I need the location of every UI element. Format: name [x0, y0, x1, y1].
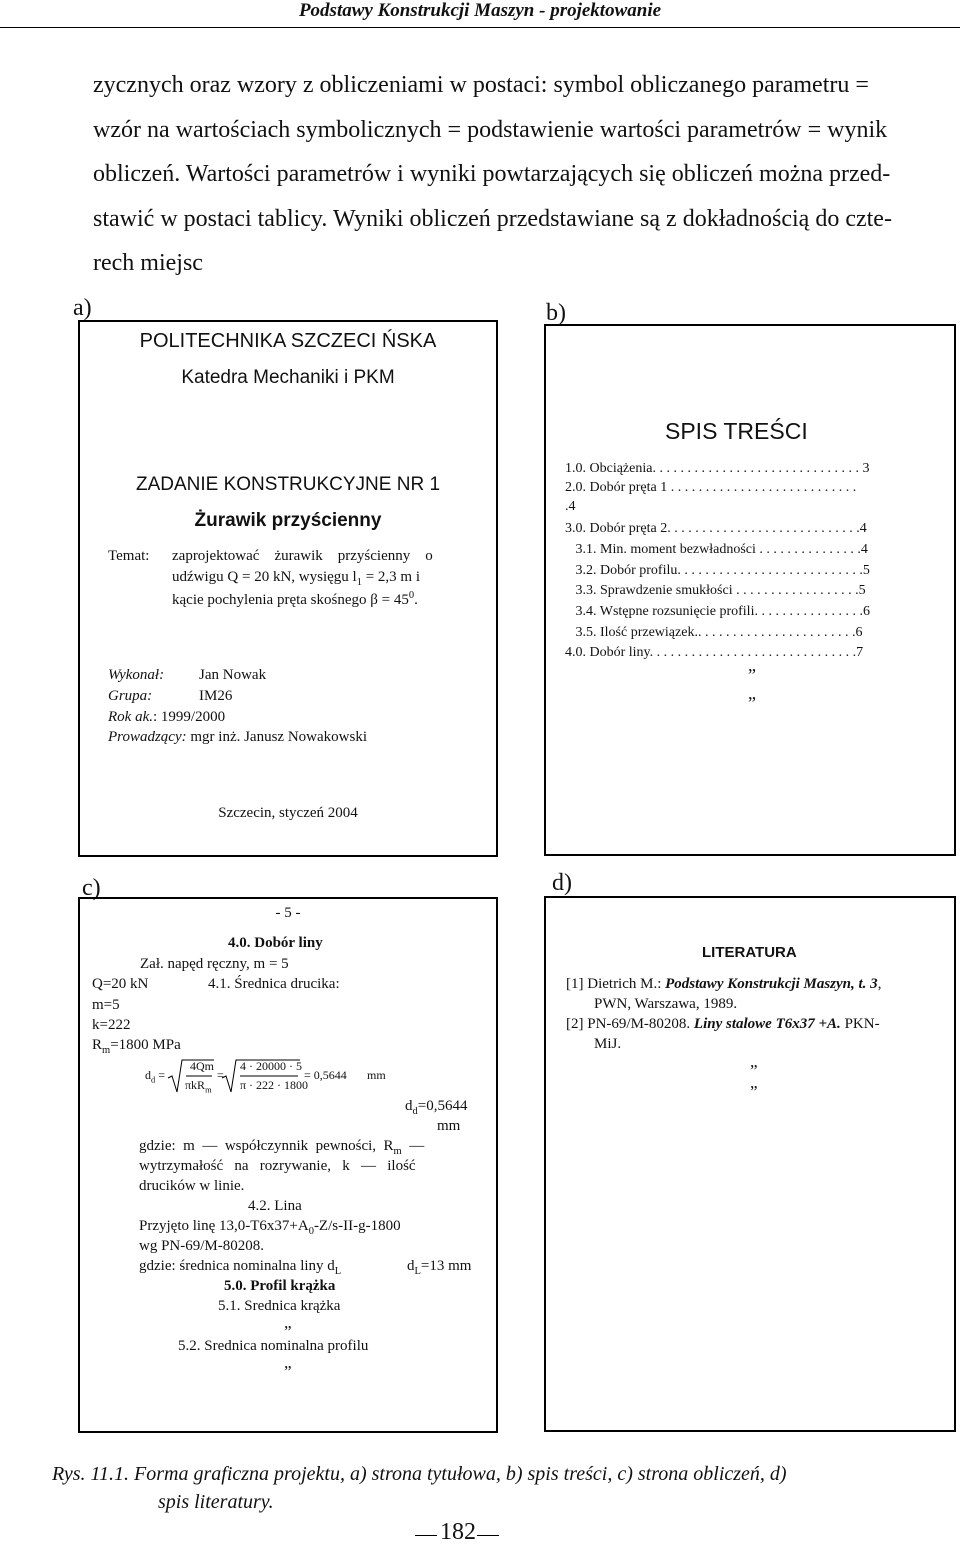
- result-unit: mm: [437, 1118, 461, 1134]
- calc-section-42: 4.2. Lina: [248, 1198, 302, 1214]
- calc-heading: 4.0. Dobór liny: [228, 935, 323, 951]
- calc-section-51: 5.1. Srednica krążka: [218, 1298, 341, 1314]
- place-date: Szczecin, styczeń 2004: [218, 805, 358, 821]
- panel-a-topic-line-1: zaprojektować żurawik przyścienny o: [172, 548, 433, 564]
- running-header: Podstawy Konstrukcji Maszyn - projektowanie: [298, 0, 662, 21]
- eq-equals: =: [217, 1068, 224, 1082]
- rope-line-2: wg PN-69/M-80208.: [139, 1238, 265, 1254]
- result-dd: $d_d=0,5644$: [405, 1098, 468, 1117]
- calc-k: k=222: [92, 1017, 131, 1033]
- intro-line-5: rech miejsc: [93, 250, 203, 276]
- calc-section-41: 4.1. Średnica drucika:: [208, 976, 340, 992]
- panel-b-label: b): [546, 300, 566, 326]
- ditto-mark: „: [284, 1353, 292, 1372]
- rope-diameter-label: gdzie: średnica nominalna liny $d_L$: [139, 1258, 342, 1277]
- ditto-mark: „: [284, 1313, 292, 1332]
- toc-row: 3.5. Ilość przewiązek.. . . . . . . . . . . . . . . . . . . . . . .6: [565, 625, 863, 640]
- author-name: Jan Nowak: [199, 667, 267, 683]
- toc-row: 3.3. Sprawdzenie smukłości . . . . . . . . . . . . . . . . . .5: [565, 583, 866, 598]
- page-number-rule-right: [477, 1535, 499, 1536]
- where-line-2: wytrzymałość na rozrywanie, k — ilość: [139, 1158, 416, 1174]
- where-line-3: drucików w linie.: [139, 1178, 245, 1194]
- panel-a-subject: Żurawik przyścienny: [194, 510, 382, 531]
- calc-rm: $R_m=1800$ MPa: [92, 1037, 181, 1056]
- panel-a-topic-label: Temat:: [108, 548, 150, 564]
- literature-title: LITERATURA: [702, 944, 797, 961]
- eq-unit: mm: [367, 1068, 386, 1082]
- calc-section-52: 5.2. Srednica nominalna profilu: [178, 1338, 369, 1354]
- reference-1: [1] Dietrich M.: Podstawy Konstrukcji Maszyn, t. 3,: [566, 976, 882, 992]
- panel-a-label: a): [73, 295, 92, 321]
- rope-diameter-value: $d_L=13$ mm: [407, 1258, 472, 1277]
- ditto-mark: „: [748, 683, 756, 703]
- author-label: Wykonał:: [108, 667, 165, 683]
- panel-a-department: Katedra Mechaniki i PKM: [181, 367, 395, 388]
- figure-caption-line-1: Rys. 11.1. Forma graficzna projektu, a) strona tytułowa, b) spis treści, c) strona obliczeń, d): [52, 1463, 787, 1485]
- group-value: IM26: [199, 688, 233, 704]
- panel-d-label: d): [552, 870, 572, 896]
- eq-den-1: πkR$_m$: [185, 1078, 212, 1095]
- year-row: Rok ak.: 1999/2000: [108, 709, 226, 725]
- eq-num-2: 4 · 20000 · 5: [240, 1059, 302, 1073]
- ditto-mark: „: [750, 1052, 758, 1071]
- where-line-1: gdzie: m — współczynnik pewności, $R_m$ —: [139, 1138, 425, 1157]
- calc-q: Q=20 kN: [92, 976, 149, 992]
- panel-a-university: POLITECHNIKA SZCZECI ŃSKA: [139, 330, 437, 352]
- eq-den-2: π · 222 · 1800: [240, 1078, 309, 1092]
- panel-a-task-title: ZADANIE KONSTRUKCYJNE NR 1: [135, 474, 441, 495]
- panel-a-topic-line-2: udźwigu Q = 20 kN, wysięgu $l_1 = 2,3$ m i: [172, 569, 420, 588]
- eq-result: = 0,5644: [304, 1068, 347, 1082]
- page-number: 182: [440, 1519, 476, 1545]
- reference-1-cont: PWN, Warszawa, 1989.: [594, 996, 738, 1012]
- toc-row: 4.0. Dobór liny. . . . . . . . . . . . . . . . . . . . . . . . . . . . . .7: [565, 645, 864, 660]
- rope-line-1: Przyjęto linę $13,0-T6x37+A_0-Z/s-II-g-1800$: [139, 1218, 401, 1237]
- toc-row: 1.0. Obciążenia. . . . . . . . . . . . . . . . . . . . . . . . . . . . . . 3: [565, 461, 870, 476]
- calc-m: m=5: [92, 997, 120, 1013]
- toc-row: .4: [565, 499, 576, 514]
- eq-left: $d_d$ =: [145, 1068, 165, 1085]
- header-rule: [0, 27, 960, 28]
- toc-title: SPIS TREŚCI: [665, 418, 808, 444]
- toc-row: 3.2. Dobór profilu. . . . . . . . . . . . . . . . . . . . . . . . . . .5: [565, 563, 870, 578]
- toc-row: 2.0. Dobór pręta 1 . . . . . . . . . . . . . . . . . . . . . . . . . . .: [565, 480, 857, 495]
- eq-num-1: 4Qm: [190, 1059, 214, 1073]
- intro-line-4: stawić w postaci tablicy. Wyniki obliczeń przedstawiane są z dokładnością do czte-: [93, 206, 892, 232]
- group-label: Grupa:: [108, 688, 153, 704]
- figure-caption-line-2: spis literatury.: [158, 1491, 274, 1513]
- intro-line-3: obliczeń. Wartości parametrów i wyniki powtarzających się obliczeń można przed-: [93, 161, 891, 187]
- calc-heading-50: 5.0. Profil krążka: [224, 1278, 336, 1294]
- calc-assumption: Zał. napęd ręczny, m = 5: [140, 956, 289, 972]
- ditto-mark: „: [750, 1073, 758, 1092]
- panel-a-topic-line-3: kącie pochylenia pręta skośnego $\beta = 45^0$.: [172, 590, 418, 608]
- panel-a-title-page: [78, 320, 498, 857]
- toc-row: 3.1. Min. moment bezwładności . . . . . . . . . . . . . . .4: [565, 542, 868, 557]
- reference-2-cont: MiJ.: [594, 1036, 622, 1052]
- intro-line-1: zycznych oraz wzory z obliczeniami w postaci: symbol obliczanego parametru =: [93, 72, 869, 98]
- panel-c-label: c): [82, 875, 101, 901]
- toc-row: 3.0. Dobór pręta 2. . . . . . . . . . . . . . . . . . . . . . . . . . . .4: [565, 521, 867, 536]
- ditto-mark: „: [748, 655, 756, 675]
- supervisor-row: Prowadzący: mgr inż. Janusz Nowakowski: [108, 729, 367, 745]
- page-number-rule-left: [415, 1535, 437, 1536]
- intro-line-2: wzór na wartościach symbolicznych = podstawienie wartości parametrów = wynik: [93, 117, 888, 143]
- calc-page-number: - 5 -: [275, 905, 301, 921]
- reference-2: [2] PN-69/M-80208. Liny stalowe T6x37 +A. PKN-: [566, 1016, 880, 1032]
- toc-row: 3.4. Wstępne rozsunięcie profili. . . . . . . . . . . . . . . .6: [565, 604, 870, 619]
